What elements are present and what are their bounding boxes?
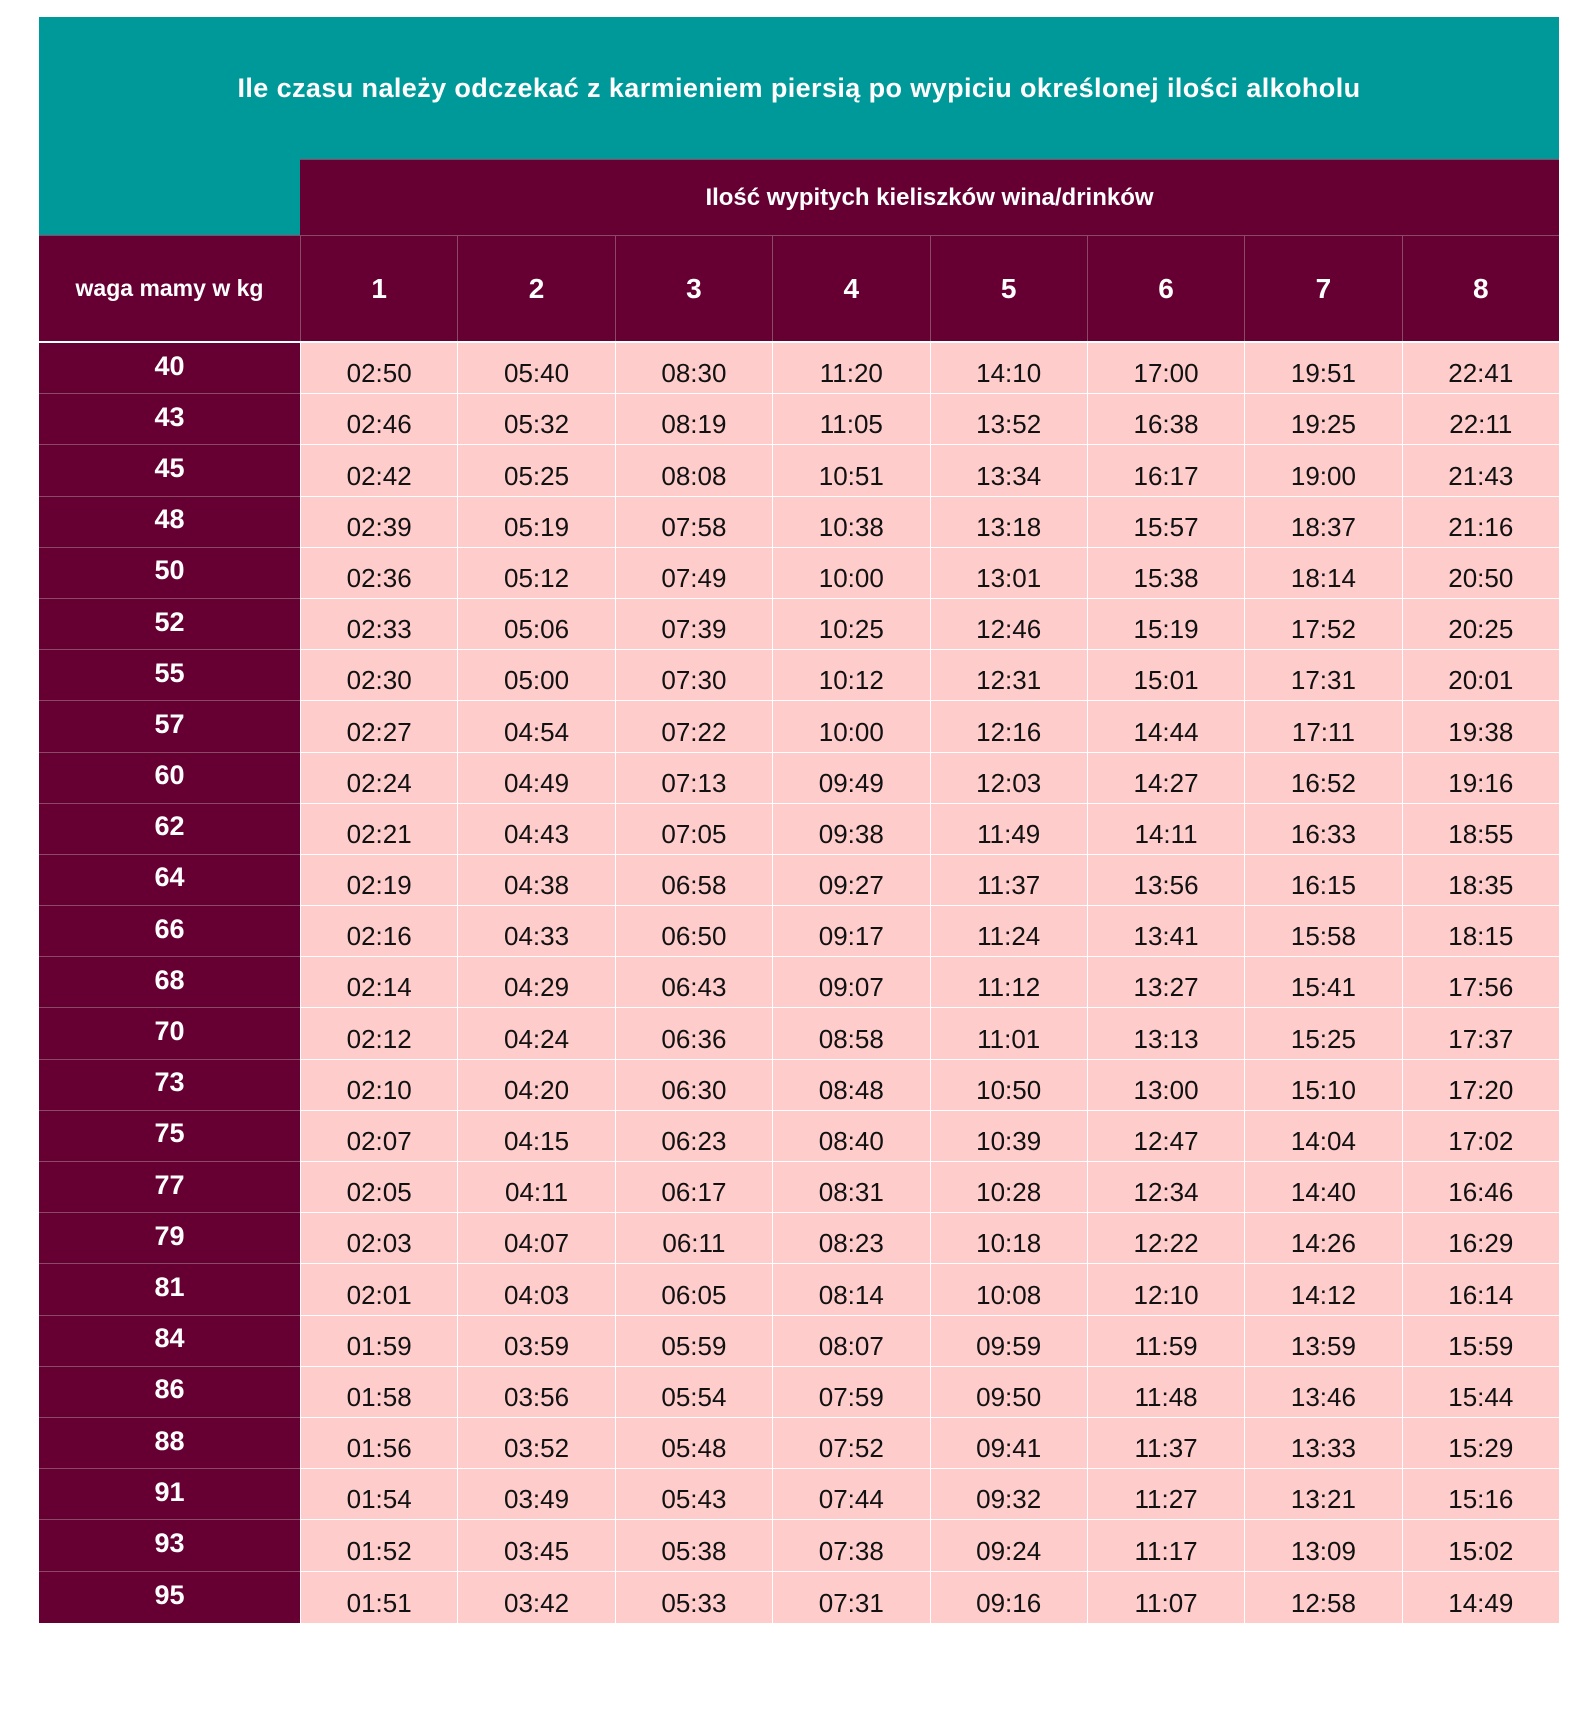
wait-time-cell: 13:52 (930, 394, 1087, 445)
wait-time-cell: 06:23 (615, 1111, 772, 1162)
wait-time-cell: 07:49 (615, 548, 772, 599)
wait-time-cell: 02:12 (300, 1008, 457, 1059)
wait-time-cell: 08:14 (772, 1264, 929, 1315)
drinks-column-header: 3 (615, 236, 772, 341)
wait-time-cell: 19:51 (1244, 343, 1401, 394)
weight-cell: 57 (39, 701, 300, 752)
wait-time-cell: 03:56 (457, 1367, 614, 1418)
wait-time-cell: 14:10 (930, 343, 1087, 394)
wait-time-cell: 09:24 (930, 1520, 1087, 1571)
wait-time-cell: 14:27 (1087, 753, 1244, 804)
wait-time-cell: 13:27 (1087, 957, 1244, 1008)
weight-cell: 40 (39, 343, 300, 394)
drinks-column-header: 6 (1087, 236, 1244, 341)
table-row (39, 548, 1559, 599)
wait-time-cell: 02:36 (300, 548, 457, 599)
weight-cell: 45 (39, 445, 300, 496)
table-row (39, 1264, 1559, 1315)
wait-time-cell: 12:47 (1087, 1111, 1244, 1162)
wait-time-cell: 03:59 (457, 1316, 614, 1367)
wait-time-cell: 18:35 (1402, 855, 1559, 906)
wait-time-cell: 06:30 (615, 1060, 772, 1111)
wait-time-cell: 04:43 (457, 804, 614, 855)
wait-time-cell: 13:33 (1244, 1418, 1401, 1469)
table-row (39, 804, 1559, 855)
wait-time-cell: 12:34 (1087, 1162, 1244, 1213)
wait-time-cell: 12:46 (930, 599, 1087, 650)
wait-time-cell: 07:22 (615, 701, 772, 752)
weight-cell: 48 (39, 497, 300, 548)
wait-time-cell: 02:05 (300, 1162, 457, 1213)
wait-time-cell: 19:38 (1402, 701, 1559, 752)
table-row (39, 343, 1559, 394)
wait-time-cell: 09:27 (772, 855, 929, 906)
weight-cell: 43 (39, 394, 300, 445)
wait-time-cell: 04:11 (457, 1162, 614, 1213)
weight-cell: 64 (39, 855, 300, 906)
table-row (39, 855, 1559, 906)
table-row (39, 1418, 1559, 1469)
wait-time-cell: 13:18 (930, 497, 1087, 548)
weight-cell: 79 (39, 1213, 300, 1264)
wait-time-cell: 09:16 (930, 1572, 1087, 1623)
wait-time-cell: 09:38 (772, 804, 929, 855)
wait-time-cell: 13:56 (1087, 855, 1244, 906)
wait-time-cell: 10:00 (772, 548, 929, 599)
wait-time-cell: 08:23 (772, 1213, 929, 1264)
weight-cell: 52 (39, 599, 300, 650)
wait-time-cell: 08:19 (615, 394, 772, 445)
weight-cell: 86 (39, 1367, 300, 1418)
wait-time-cell: 03:45 (457, 1520, 614, 1571)
wait-time-cell: 01:58 (300, 1367, 457, 1418)
wait-time-cell: 06:17 (615, 1162, 772, 1213)
wait-time-cell: 08:30 (615, 343, 772, 394)
wait-time-cell: 14:49 (1402, 1572, 1559, 1623)
wait-time-cell: 05:33 (615, 1572, 772, 1623)
column-header-row (39, 235, 1559, 341)
wait-time-cell: 07:30 (615, 650, 772, 701)
wait-time-cell: 02:46 (300, 394, 457, 445)
wait-time-cell: 05:00 (457, 650, 614, 701)
table-body (39, 341, 1559, 1623)
wait-time-cell: 05:06 (457, 599, 614, 650)
weight-cell: 91 (39, 1469, 300, 1520)
table-row (39, 1213, 1559, 1264)
wait-time-cell: 09:07 (772, 957, 929, 1008)
wait-time-cell: 20:01 (1402, 650, 1559, 701)
wait-time-cell: 05:32 (457, 394, 614, 445)
table-row (39, 1469, 1559, 1520)
wait-time-cell: 21:16 (1402, 497, 1559, 548)
weight-cell: 77 (39, 1162, 300, 1213)
wait-time-cell: 14:11 (1087, 804, 1244, 855)
wait-time-cell: 13:09 (1244, 1520, 1401, 1571)
table-row (39, 1367, 1559, 1418)
wait-time-cell: 01:59 (300, 1316, 457, 1367)
wait-time-cell: 04:07 (457, 1213, 614, 1264)
wait-time-cell: 21:43 (1402, 445, 1559, 496)
wait-time-cell: 16:52 (1244, 753, 1401, 804)
table-row (39, 650, 1559, 701)
weight-cell: 84 (39, 1316, 300, 1367)
wait-time-cell: 11:27 (1087, 1469, 1244, 1520)
wait-time-cell: 17:11 (1244, 701, 1401, 752)
wait-time-cell: 05:43 (615, 1469, 772, 1520)
wait-time-cell: 08:07 (772, 1316, 929, 1367)
wait-time-cell: 02:24 (300, 753, 457, 804)
wait-time-cell: 16:17 (1087, 445, 1244, 496)
weight-cell: 55 (39, 650, 300, 701)
table-row (39, 1520, 1559, 1571)
wait-time-cell: 08:31 (772, 1162, 929, 1213)
wait-time-cell: 15:44 (1402, 1367, 1559, 1418)
table-row (39, 753, 1559, 804)
wait-time-cell: 07:38 (772, 1520, 929, 1571)
wait-time-cell: 07:44 (772, 1469, 929, 1520)
wait-time-cell: 11:37 (930, 855, 1087, 906)
wait-time-cell: 06:05 (615, 1264, 772, 1315)
wait-time-cell: 08:08 (615, 445, 772, 496)
table-row (39, 1008, 1559, 1059)
wait-time-cell: 14:26 (1244, 1213, 1401, 1264)
drinks-column-header: 5 (930, 236, 1087, 341)
wait-time-cell: 01:54 (300, 1469, 457, 1520)
wait-time-cell: 16:38 (1087, 394, 1244, 445)
wait-time-cell: 02:30 (300, 650, 457, 701)
wait-time-cell: 08:48 (772, 1060, 929, 1111)
wait-time-cell: 17:00 (1087, 343, 1244, 394)
wait-time-cell: 10:08 (930, 1264, 1087, 1315)
wait-time-cell: 17:31 (1244, 650, 1401, 701)
wait-time-cell: 12:16 (930, 701, 1087, 752)
wait-time-cell: 02:19 (300, 855, 457, 906)
wait-time-cell: 02:50 (300, 343, 457, 394)
wait-time-cell: 15:10 (1244, 1060, 1401, 1111)
wait-time-cell: 16:29 (1402, 1213, 1559, 1264)
wait-time-cell: 15:59 (1402, 1316, 1559, 1367)
wait-time-cell: 10:12 (772, 650, 929, 701)
wait-time-cell: 09:41 (930, 1418, 1087, 1469)
wait-time-cell: 11:12 (930, 957, 1087, 1008)
weight-cell: 50 (39, 548, 300, 599)
table-row (39, 1572, 1559, 1623)
wait-time-cell: 11:37 (1087, 1418, 1244, 1469)
wait-time-cell: 13:00 (1087, 1060, 1244, 1111)
wait-time-cell: 15:16 (1402, 1469, 1559, 1520)
wait-time-cell: 11:48 (1087, 1367, 1244, 1418)
weight-cell: 62 (39, 804, 300, 855)
group-header-row (39, 159, 1559, 235)
weight-cell: 73 (39, 1060, 300, 1111)
table-row (39, 1060, 1559, 1111)
wait-time-cell: 18:55 (1402, 804, 1559, 855)
wait-time-cell: 01:51 (300, 1572, 457, 1623)
wait-time-cell: 12:58 (1244, 1572, 1401, 1623)
wait-time-cell: 22:11 (1402, 394, 1559, 445)
wait-time-cell: 08:58 (772, 1008, 929, 1059)
wait-time-cell: 07:58 (615, 497, 772, 548)
wait-time-cell: 11:59 (1087, 1316, 1244, 1367)
wait-time-cell: 17:20 (1402, 1060, 1559, 1111)
drinks-count-header: Ilość wypitych kieliszków wina/drinków (300, 159, 1559, 235)
wait-time-cell: 02:14 (300, 957, 457, 1008)
wait-time-cell: 09:32 (930, 1469, 1087, 1520)
wait-time-cell: 15:19 (1087, 599, 1244, 650)
table-row (39, 497, 1559, 548)
table-row (39, 957, 1559, 1008)
table-row (39, 1111, 1559, 1162)
wait-time-cell: 18:37 (1244, 497, 1401, 548)
wait-time-cell: 16:33 (1244, 804, 1401, 855)
wait-time-cell: 10:28 (930, 1162, 1087, 1213)
wait-time-cell: 13:59 (1244, 1316, 1401, 1367)
wait-time-cell: 13:13 (1087, 1008, 1244, 1059)
wait-time-cell: 15:29 (1402, 1418, 1559, 1469)
wait-time-cell: 18:15 (1402, 906, 1559, 957)
wait-time-cell: 02:39 (300, 497, 457, 548)
wait-time-cell: 09:17 (772, 906, 929, 957)
wait-time-cell: 22:41 (1402, 343, 1559, 394)
table-row (39, 701, 1559, 752)
wait-time-cell: 17:52 (1244, 599, 1401, 650)
wait-time-cell: 05:48 (615, 1418, 772, 1469)
table-row (39, 599, 1559, 650)
wait-time-cell: 18:14 (1244, 548, 1401, 599)
table-row (39, 1162, 1559, 1213)
wait-time-cell: 10:25 (772, 599, 929, 650)
wait-time-cell: 15:41 (1244, 957, 1401, 1008)
weight-cell: 95 (39, 1572, 300, 1623)
wait-time-cell: 06:58 (615, 855, 772, 906)
wait-time-cell: 07:52 (772, 1418, 929, 1469)
wait-time-cell: 10:00 (772, 701, 929, 752)
wait-time-cell: 05:19 (457, 497, 614, 548)
wait-time-cell: 15:02 (1402, 1520, 1559, 1571)
drinks-column-header: 7 (1244, 236, 1401, 341)
weight-cell: 60 (39, 753, 300, 804)
wait-time-cell: 02:21 (300, 804, 457, 855)
table-row (39, 906, 1559, 957)
wait-time-cell: 16:14 (1402, 1264, 1559, 1315)
wait-time-cell: 15:57 (1087, 497, 1244, 548)
alcohol-breastfeeding-table (39, 17, 1559, 1623)
table-row (39, 1316, 1559, 1367)
drinks-column-header: 8 (1402, 236, 1559, 341)
wait-time-cell: 01:52 (300, 1520, 457, 1571)
wait-time-cell: 07:39 (615, 599, 772, 650)
wait-time-cell: 20:25 (1402, 599, 1559, 650)
wait-time-cell: 19:25 (1244, 394, 1401, 445)
wait-time-cell: 12:22 (1087, 1213, 1244, 1264)
wait-time-cell: 06:36 (615, 1008, 772, 1059)
wait-time-cell: 12:03 (930, 753, 1087, 804)
wait-time-cell: 04:38 (457, 855, 614, 906)
wait-time-cell: 13:21 (1244, 1469, 1401, 1520)
wait-time-cell: 04:03 (457, 1264, 614, 1315)
wait-time-cell: 03:42 (457, 1572, 614, 1623)
wait-time-cell: 01:56 (300, 1418, 457, 1469)
weight-cell: 93 (39, 1520, 300, 1571)
wait-time-cell: 13:41 (1087, 906, 1244, 957)
drinks-column-header: 1 (300, 236, 457, 341)
wait-time-cell: 17:56 (1402, 957, 1559, 1008)
table-title: Ile czasu należy odczekać z karmieniem piersią po wypiciu określonej ilości alkoholu (39, 17, 1559, 159)
wait-time-cell: 05:54 (615, 1367, 772, 1418)
wait-time-cell: 11:01 (930, 1008, 1087, 1059)
wait-time-cell: 04:29 (457, 957, 614, 1008)
wait-time-cell: 14:44 (1087, 701, 1244, 752)
wait-time-cell: 10:39 (930, 1111, 1087, 1162)
weight-column-header: waga mamy w kg (75, 275, 264, 301)
wait-time-cell: 17:37 (1402, 1008, 1559, 1059)
wait-time-cell: 11:05 (772, 394, 929, 445)
wait-time-cell: 06:43 (615, 957, 772, 1008)
wait-time-cell: 02:01 (300, 1264, 457, 1315)
wait-time-cell: 15:01 (1087, 650, 1244, 701)
wait-time-cell: 05:25 (457, 445, 614, 496)
wait-time-cell: 04:20 (457, 1060, 614, 1111)
wait-time-cell: 20:50 (1402, 548, 1559, 599)
weight-cell: 70 (39, 1008, 300, 1059)
wait-time-cell: 03:49 (457, 1469, 614, 1520)
wait-time-cell: 04:49 (457, 753, 614, 804)
wait-time-cell: 09:59 (930, 1316, 1087, 1367)
wait-time-cell: 08:40 (772, 1111, 929, 1162)
wait-time-cell: 02:10 (300, 1060, 457, 1111)
wait-time-cell: 19:00 (1244, 445, 1401, 496)
wait-time-cell: 04:54 (457, 701, 614, 752)
wait-time-cell: 02:16 (300, 906, 457, 957)
weight-cell: 81 (39, 1264, 300, 1315)
wait-time-cell: 15:25 (1244, 1008, 1401, 1059)
wait-time-cell: 11:24 (930, 906, 1087, 957)
wait-time-cell: 16:15 (1244, 855, 1401, 906)
wait-time-cell: 02:42 (300, 445, 457, 496)
wait-time-cell: 02:33 (300, 599, 457, 650)
drinks-column-header: 4 (772, 236, 929, 341)
wait-time-cell: 02:07 (300, 1111, 457, 1162)
wait-time-cell: 04:15 (457, 1111, 614, 1162)
wait-time-cell: 19:16 (1402, 753, 1559, 804)
wait-time-cell: 05:40 (457, 343, 614, 394)
wait-time-cell: 11:49 (930, 804, 1087, 855)
drinks-column-header: 2 (457, 236, 614, 341)
wait-time-cell: 10:50 (930, 1060, 1087, 1111)
wait-time-cell: 05:38 (615, 1520, 772, 1571)
wait-time-cell: 11:20 (772, 343, 929, 394)
wait-time-cell: 13:46 (1244, 1367, 1401, 1418)
weight-cell: 66 (39, 906, 300, 957)
wait-time-cell: 10:38 (772, 497, 929, 548)
wait-time-cell: 14:40 (1244, 1162, 1401, 1213)
wait-time-cell: 13:01 (930, 548, 1087, 599)
wait-time-cell: 09:49 (772, 753, 929, 804)
wait-time-cell: 07:31 (772, 1572, 929, 1623)
wait-time-cell: 07:13 (615, 753, 772, 804)
weight-cell: 68 (39, 957, 300, 1008)
wait-time-cell: 11:07 (1087, 1572, 1244, 1623)
wait-time-cell: 11:17 (1087, 1520, 1244, 1571)
wait-time-cell: 03:52 (457, 1418, 614, 1469)
wait-time-cell: 17:02 (1402, 1111, 1559, 1162)
table-row (39, 394, 1559, 445)
wait-time-cell: 07:05 (615, 804, 772, 855)
wait-time-cell: 07:59 (772, 1367, 929, 1418)
weight-cell: 88 (39, 1418, 300, 1469)
wait-time-cell: 10:51 (772, 445, 929, 496)
wait-time-cell: 05:59 (615, 1316, 772, 1367)
wait-time-cell: 12:31 (930, 650, 1087, 701)
wait-time-cell: 02:27 (300, 701, 457, 752)
wait-time-cell: 14:12 (1244, 1264, 1401, 1315)
wait-time-cell: 15:58 (1244, 906, 1401, 957)
wait-time-cell: 13:34 (930, 445, 1087, 496)
group-header-spacer (39, 159, 300, 235)
wait-time-cell: 12:10 (1087, 1264, 1244, 1315)
wait-time-cell: 10:18 (930, 1213, 1087, 1264)
wait-time-cell: 06:11 (615, 1213, 772, 1264)
wait-time-cell: 16:46 (1402, 1162, 1559, 1213)
wait-time-cell: 09:50 (930, 1367, 1087, 1418)
wait-time-cell: 06:50 (615, 906, 772, 957)
wait-time-cell: 14:04 (1244, 1111, 1401, 1162)
wait-time-cell: 04:33 (457, 906, 614, 957)
wait-time-cell: 15:38 (1087, 548, 1244, 599)
wait-time-cell: 05:12 (457, 548, 614, 599)
wait-time-cell: 04:24 (457, 1008, 614, 1059)
table-row (39, 445, 1559, 496)
wait-time-cell: 02:03 (300, 1213, 457, 1264)
weight-cell: 75 (39, 1111, 300, 1162)
